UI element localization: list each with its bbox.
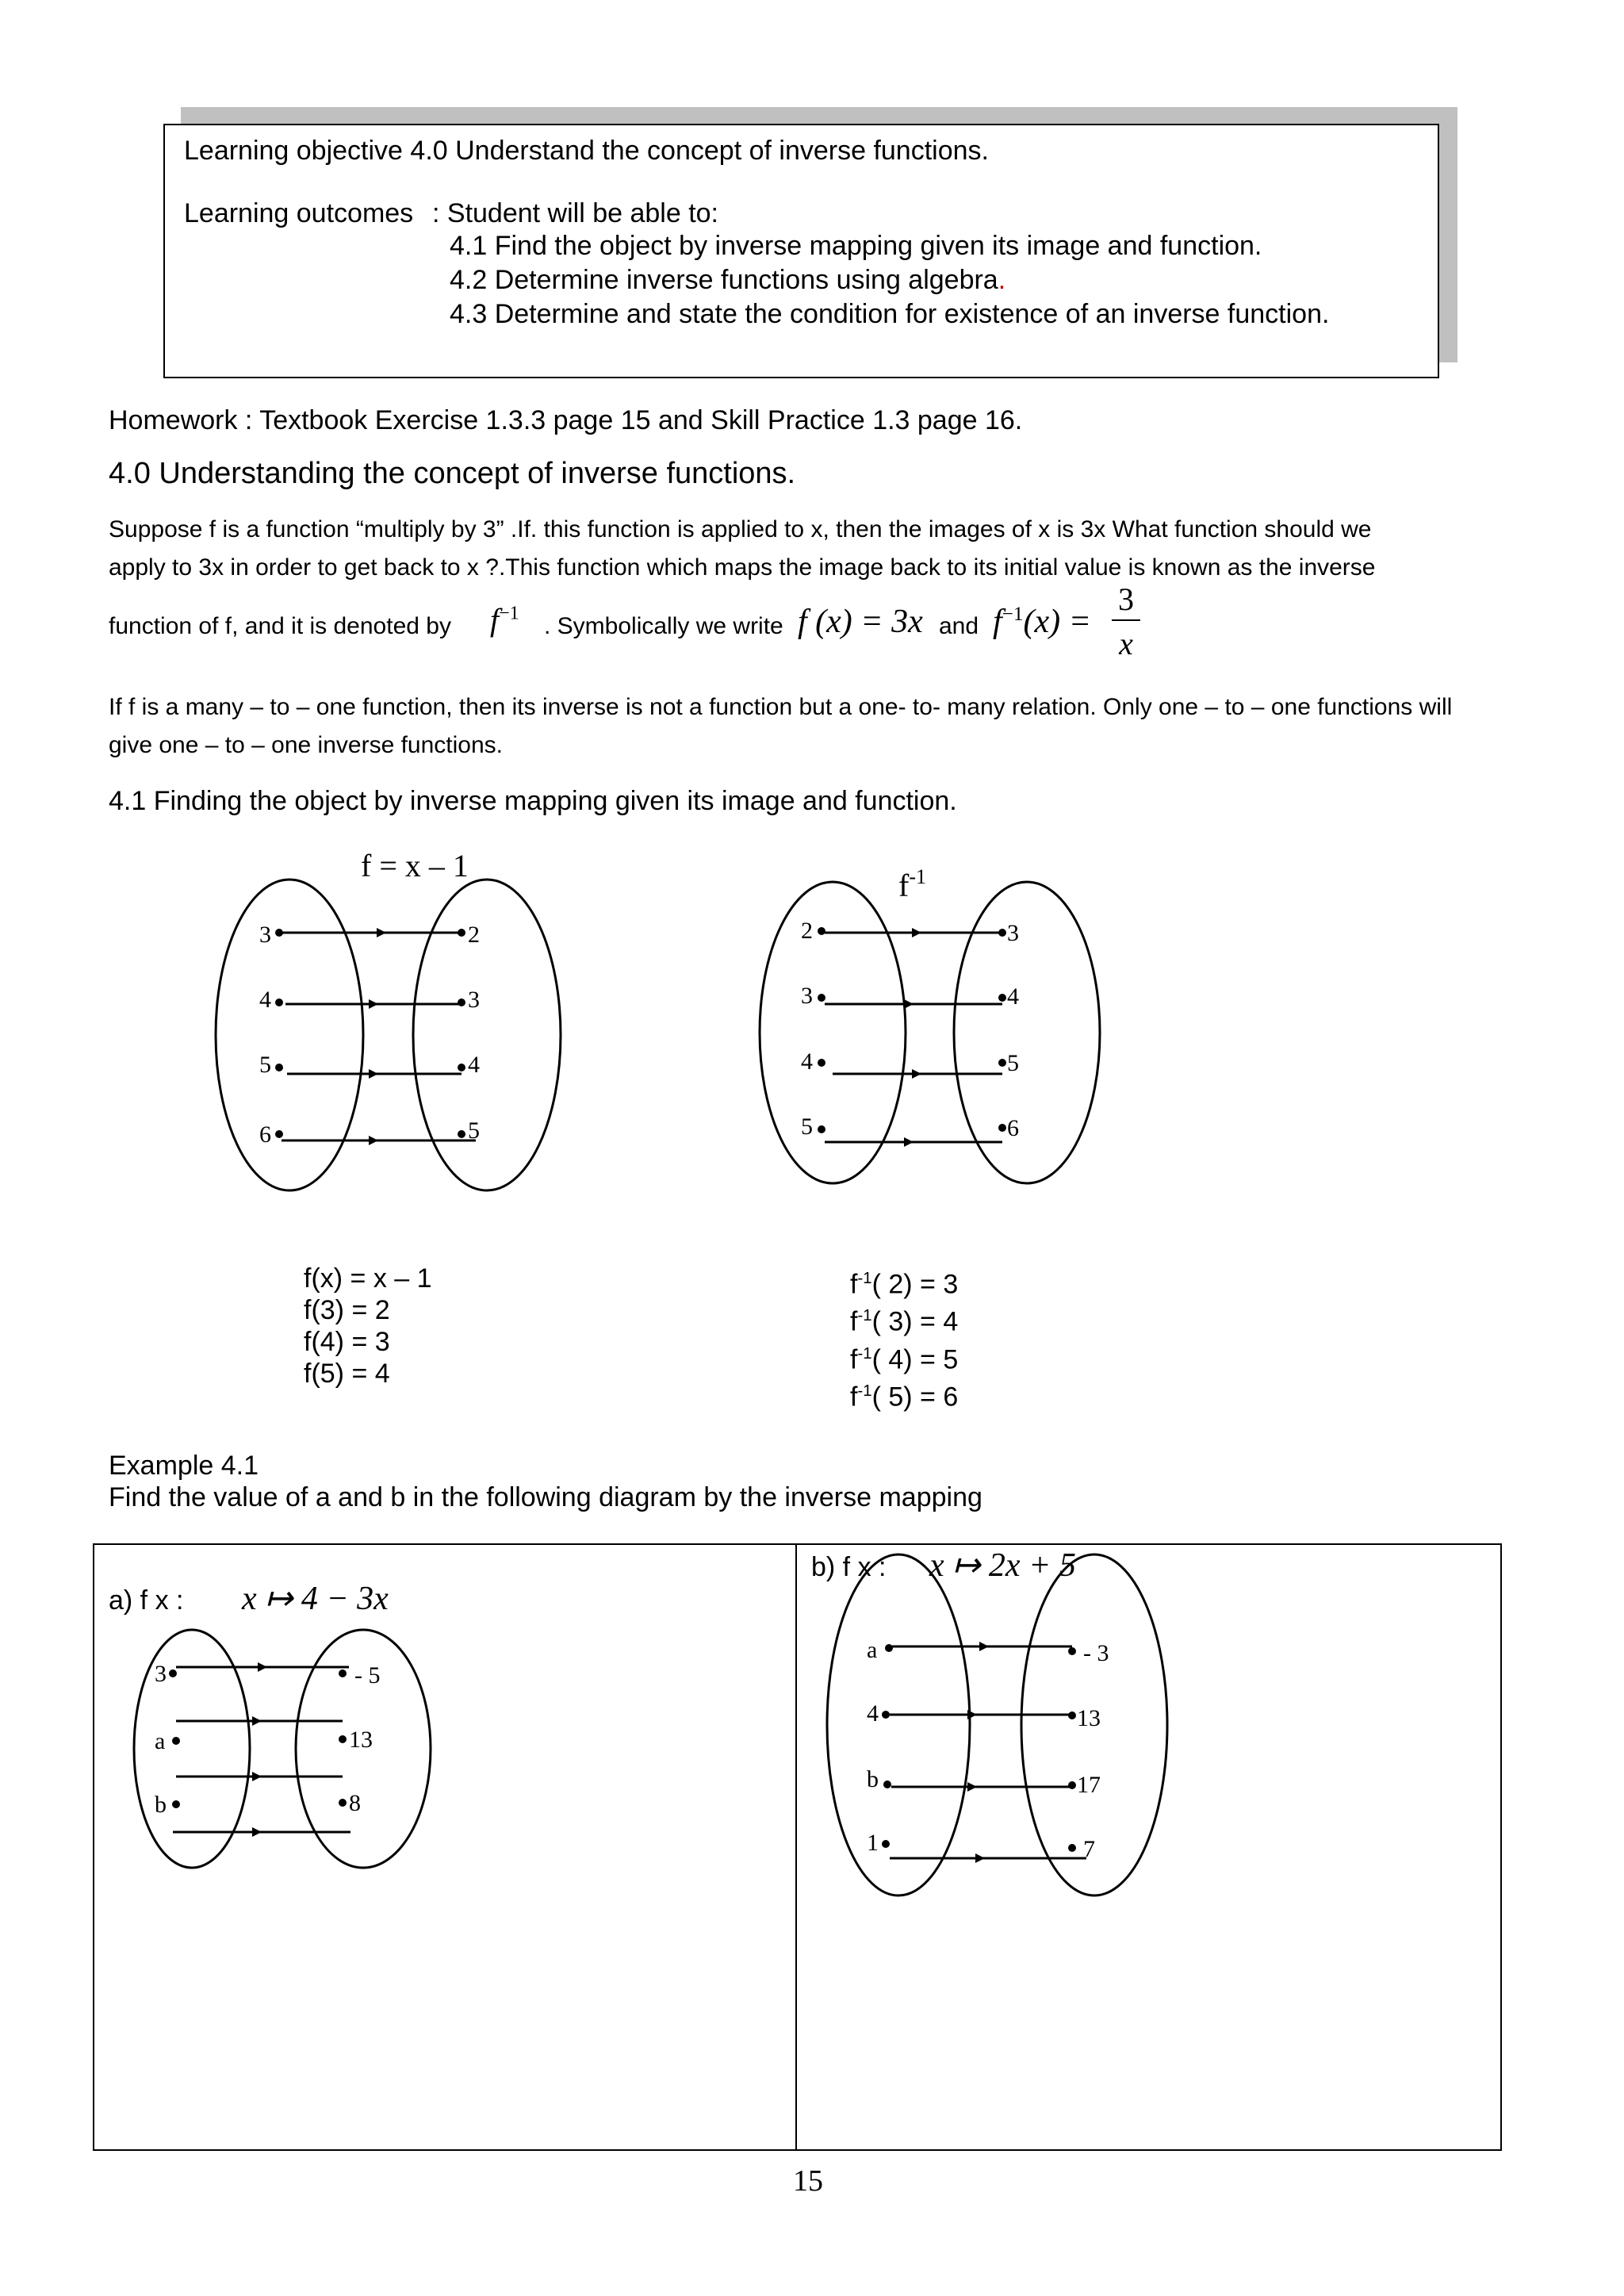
diagram-finv-codomain-oval: [954, 882, 1100, 1183]
finv-equation: $f^{-1}$( 2) = 3: [850, 1269, 959, 1300]
example-a-domain-label: 3: [155, 1661, 167, 1687]
intro-line-1: Suppose f is a function “multiply by 3” .If. this function is applied to x, then the images of x is 3x What function should we: [109, 516, 1372, 542]
part-b-mapping: x ↦ 2x + 5: [929, 1547, 1076, 1584]
f-equation: f(x) = x – 1: [304, 1263, 432, 1294]
intro-line-3b: . Symbolically we write: [544, 613, 783, 639]
finv-equation: $f^{-1}$( 3) = 4: [850, 1306, 959, 1337]
f-equation: f(4) = 3: [304, 1327, 390, 1357]
diagram-f-domain-label: 5: [259, 1052, 271, 1078]
diagram-finv-dot: [818, 994, 825, 1002]
diagram-finv-codomain-label: 3: [1007, 920, 1019, 946]
diagram-finv-dot: [998, 1059, 1006, 1067]
section-title: 4.0 Understanding the concept of inverse functions.: [109, 457, 796, 490]
diagram-f-domain-label: 6: [259, 1121, 271, 1148]
page-number: 15: [793, 2164, 823, 2198]
subsection-4-1: 4.1 Finding the object by inverse mapping given its image and function.: [109, 786, 957, 816]
diagram-finv-dot: [998, 994, 1006, 1002]
example-a-codomain-label: 8: [349, 1790, 361, 1816]
outcome-1: 4.1 Find the object by inverse mapping given its image and function.: [450, 231, 1262, 261]
diagram-finv-codomain-label: 5: [1007, 1050, 1019, 1076]
diagram-f-domain-oval: [216, 880, 363, 1190]
example-box: [93, 1543, 1502, 2151]
homework-line: Homework : Textbook Exercise 1.3.3 page 15 and Skill Practice 1.3 page 16.: [109, 405, 1023, 435]
example-b-codomain-label: 17: [1077, 1772, 1101, 1798]
diagram-finv-dot: [998, 1124, 1006, 1132]
diagram-f-domain-label: 3: [259, 922, 271, 948]
outcome-2: 4.2 Determine inverse functions using algebra.: [450, 265, 1006, 295]
diagram-f-codomain-label: 4: [468, 1052, 480, 1078]
example-b-domain-label: 1: [867, 1830, 879, 1856]
example-title: Example 4.1: [109, 1451, 259, 1481]
example-b-domain-label: b: [867, 1766, 879, 1792]
diagram-finv-domain-label: 3: [801, 983, 813, 1009]
intro-and: and: [939, 613, 979, 639]
example-b-codomain-label: 7: [1083, 1836, 1095, 1862]
example-b-codomain-label: 13: [1077, 1705, 1101, 1731]
fraction-numerator: 3: [1118, 581, 1134, 617]
many-to-one-line-2: give one – to – one inverse functions.: [109, 732, 503, 758]
diagram-finv-domain-label: 5: [801, 1114, 813, 1140]
intro-line-3a: function of f, and it is denoted by: [109, 613, 451, 639]
example-box-divider: [795, 1543, 797, 2151]
intro-line-2: apply to 3x in order to get back to x ?.This function which maps the image back to its initial value is known as the inverse: [109, 554, 1376, 581]
f-equation: f(3) = 2: [304, 1295, 390, 1325]
diagram-f-dot: [458, 1130, 465, 1138]
diagram-f-dot: [458, 1064, 465, 1071]
outcomes-label: Learning outcomes: [184, 198, 414, 228]
diagram-finv-dot: [818, 1125, 825, 1133]
diagram-f-codomain-oval: [413, 880, 561, 1190]
example-a-domain-label: a: [155, 1728, 166, 1754]
many-to-one-line-1: If f is a many – to – one function, then its inverse is not a function but a one- to- many relation. Only one – to – one functions will: [109, 694, 1453, 720]
fraction-denominator: x: [1119, 626, 1133, 661]
outcomes-intro: : Student will be able to:: [432, 198, 719, 228]
example-b-domain-label: a: [867, 1637, 878, 1663]
example-a-codomain-label: - 5: [354, 1662, 381, 1688]
diagram-finv-domain-label: 2: [801, 918, 813, 944]
diagram-finv-codomain-label: 6: [1007, 1115, 1019, 1141]
diagram-finv-domain-label: 4: [801, 1048, 813, 1075]
diagram-f-dot: [275, 1130, 283, 1138]
diagram-f-dot: [275, 1064, 283, 1071]
diagram-f-codomain-label: 2: [468, 922, 480, 948]
f-equations: [304, 1263, 432, 1389]
finv-equation: $f^{-1}$( 5) = 6: [850, 1382, 959, 1412]
formula-f: f (x) = 3x: [798, 604, 923, 640]
example-a-domain-label: b: [155, 1792, 167, 1818]
part-b-label: b) f x :: [811, 1552, 887, 1582]
finv-equation: $f^{-1}$( 4) = 5: [850, 1343, 959, 1374]
f-equation: f(5) = 4: [304, 1359, 390, 1389]
diagram-f-domain-label: 4: [259, 987, 271, 1013]
outcome-3: 4.3 Determine and state the condition for existence of an inverse function.: [450, 299, 1330, 329]
part-a-label: a) f x :: [109, 1585, 184, 1616]
diagram-f-title: f = x – 1: [361, 848, 469, 884]
diagram-finv-dot: [818, 927, 825, 935]
inverse-symbol: $f^{-1}$: [490, 602, 519, 638]
finv-equations: [850, 1263, 958, 1412]
example-b-domain-label: 4: [867, 1700, 879, 1727]
diagram-f-codomain-label: 5: [468, 1117, 480, 1144]
example-b-codomain-label: - 3: [1083, 1640, 1109, 1666]
example-instruction: Find the value of a and b in the following diagram by the inverse mapping: [109, 1482, 982, 1512]
diagram-f: [216, 848, 561, 1190]
diagram-finv-dot: [818, 1059, 825, 1067]
diagram-f-codomain-label: 3: [468, 987, 480, 1013]
diagram-finv: [760, 865, 1100, 1183]
part-a-mapping: x ↦ 4 − 3x: [242, 1581, 389, 1617]
diagram-finv-codomain-label: 4: [1007, 983, 1019, 1010]
example-a-codomain-label: 13: [349, 1727, 373, 1753]
learning-objective: Learning objective 4.0 Understand the concept of inverse functions.: [184, 136, 989, 166]
diagram-finv-domain-oval: [760, 882, 906, 1183]
diagram-finv-title: $f^{-1}$: [898, 865, 926, 903]
diagram-f-dot: [275, 999, 283, 1006]
formula-finv: $f^{-1}(x)$ =: [993, 604, 1091, 640]
